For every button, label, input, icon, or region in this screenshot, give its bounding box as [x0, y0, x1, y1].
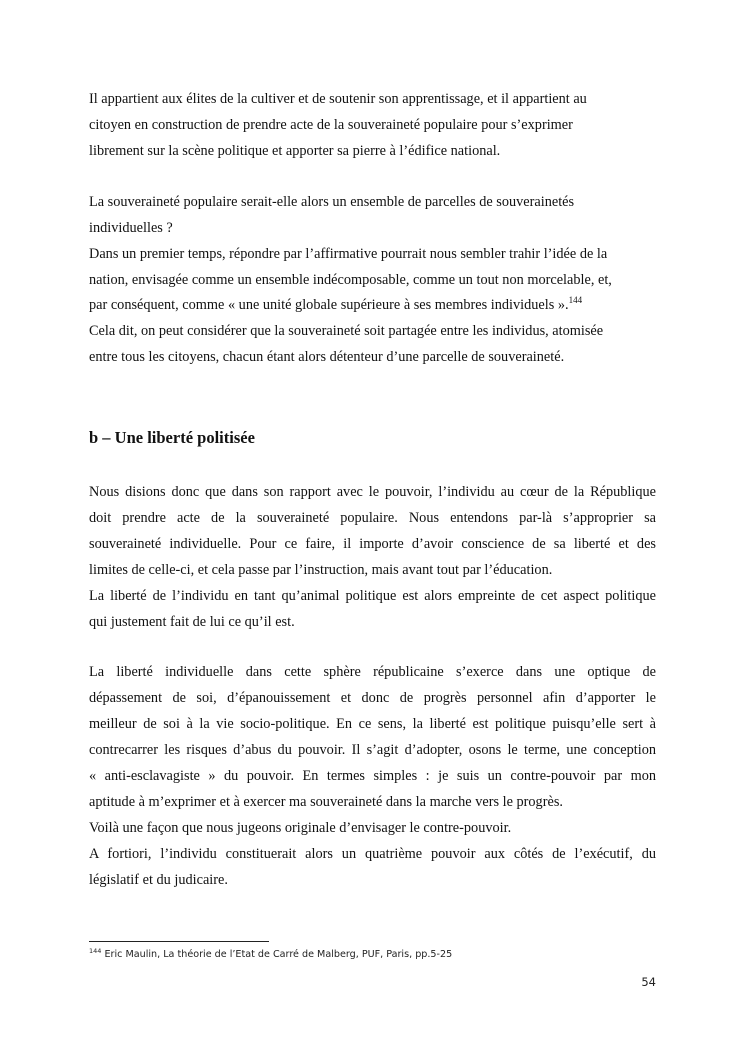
paragraph-line: librement sur la scène politique et apporter sa pierre à l’édifice national.: [89, 143, 501, 159]
paragraph-line: Nous disions donc que dans son rapport avec le pouvoir, l’individu au cœur de la République: [89, 484, 656, 500]
paragraph-line: entre tous les citoyens, chacun étant alors détenteur d’une parcelle de souveraineté.: [89, 349, 565, 365]
section-heading: b – Une liberté politisée: [89, 428, 255, 447]
footnote-separator: [89, 941, 269, 942]
footnote-reference[interactable]: 144: [568, 295, 583, 305]
paragraph-line: meilleur de soi à la vie socio-politique. En ce sens, la liberté est politique puisqu’elle sert à: [89, 716, 656, 732]
paragraph-line: souveraineté individuelle. Pour ce faire, il importe d’avoir conscience de sa liberté et des: [89, 536, 656, 552]
paragraph-line: citoyen en construction de prendre acte de la souveraineté populaire pour s’exprimer: [89, 117, 573, 133]
paragraph-line: Il appartient aux élites de la cultiver et de soutenir son apprentissage, et il appartient au: [89, 91, 587, 107]
paragraph-line: A fortiori, l’individu constituerait alors un quatrième pouvoir aux côtés de l’exécutif, du: [89, 846, 656, 862]
paragraph-line: contrecarrer les risques d’abus du pouvoir. Il s’agit d’adopter, osons le terme, une conception: [89, 742, 656, 758]
paragraph-line: La souveraineté populaire serait-elle alors un ensemble de parcelles de souverainetés: [89, 194, 575, 210]
footnote-number: 144: [89, 947, 102, 955]
paragraph-line: La liberté individuelle dans cette sphère républicaine s’exerce dans une optique de: [89, 664, 656, 680]
paragraph-line: par conséquent, comme « une unité globale supérieure à ses membres individuels ».: [89, 297, 569, 313]
paragraph-line: dépassement de soi, d’épanouissement et donc de progrès personnel afin d’apporter le: [89, 690, 656, 706]
paragraph-line: Dans un premier temps, répondre par l’affirmative pourrait nous sembler trahir l’idée de la: [89, 246, 608, 262]
paragraph-line: Cela dit, on peut considérer que la souveraineté soit partagée entre les individus, atomisée: [89, 323, 604, 339]
paragraph-line: nation, envisagée comme un ensemble indécomposable, comme un tout non morcelable, et,: [89, 272, 612, 288]
page-number: 54: [641, 975, 656, 989]
footnote-text: Eric Maulin, La théorie de l’Etat de Carré de Malberg, PUF, Paris, pp.5-25: [101, 949, 453, 960]
paragraph-line-with-footnote: [89, 295, 582, 315]
paragraph-line: doit prendre acte de la souveraineté populaire. Nous entendons par-là s’approprier sa: [89, 510, 656, 526]
paragraph-line: législatif et du judicaire.: [89, 872, 228, 888]
paragraph-line: limites de celle-ci, et cela passe par l’instruction, mais avant tout par l’éducation.: [89, 562, 553, 578]
paragraph-line: « anti-esclavagiste » du pouvoir. En termes simples : je suis un contre-pouvoir par mon: [89, 768, 656, 784]
paragraph-line: La liberté de l’individu en tant qu’animal politique est alors empreinte de cet aspect politique: [89, 588, 656, 604]
paragraph-line: aptitude à m’exprimer et à exercer ma souveraineté dans la marche vers le progrès.: [89, 794, 563, 810]
paragraph-line: Voilà une façon que nous jugeons originale d’envisager le contre-pouvoir.: [89, 820, 512, 836]
paragraph-line: qui justement fait de lui ce qu’il est.: [89, 614, 295, 630]
footnote: [89, 948, 452, 962]
paragraph-line: individuelles ?: [89, 220, 173, 236]
